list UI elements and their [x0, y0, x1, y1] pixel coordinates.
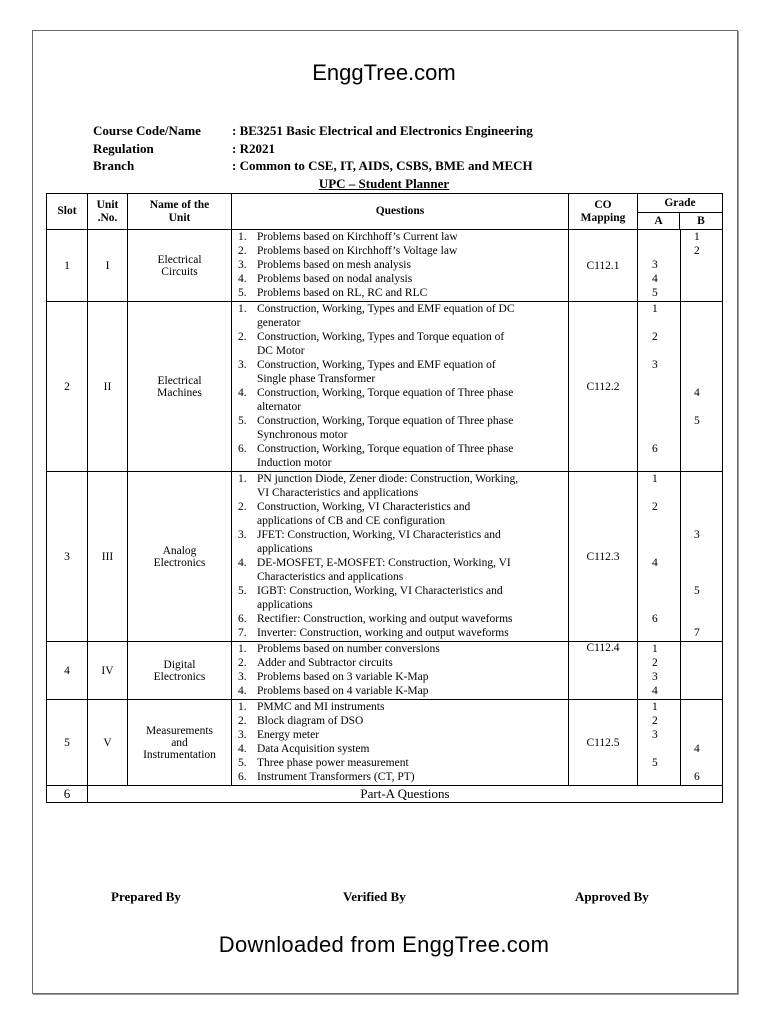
table-row	[47, 230, 723, 302]
grade-b-value	[638, 400, 700, 414]
unit-name-line: and	[171, 736, 188, 749]
list-item	[232, 316, 568, 330]
question-number: 3.	[238, 671, 247, 683]
grade-b-value	[638, 756, 700, 770]
grade-b-value	[638, 258, 700, 272]
question-number: 5.	[238, 415, 247, 427]
list-item	[232, 386, 568, 400]
unit-name-line: Electrical	[157, 374, 202, 387]
grade-b-value: 4	[694, 743, 700, 755]
grade-b-value: 7	[694, 627, 700, 639]
grade-b-value: 5	[694, 585, 700, 597]
header-grade-a: A	[638, 213, 680, 230]
list-item	[232, 302, 568, 316]
grade-b-value	[638, 612, 700, 626]
question-number	[232, 372, 257, 386]
question-text: Synchronous motor	[257, 429, 348, 441]
unit-name-cell	[128, 472, 232, 642]
question-number: 2.	[238, 715, 247, 727]
question-text: IGBT: Construction, Working, VI Characteristics and	[257, 585, 503, 597]
meta-label: Branch	[93, 158, 135, 173]
questions-cell	[232, 302, 569, 472]
question-number: 6.	[238, 443, 247, 455]
co-mapping-cell: C112.2	[569, 302, 638, 472]
grade-cell	[638, 700, 723, 786]
list-item	[232, 244, 568, 258]
unit-name-line: Circuits	[161, 265, 198, 278]
grade-a-value: 5	[652, 287, 658, 299]
grade-b-list	[638, 302, 700, 470]
questions-cell	[232, 230, 569, 302]
list-item	[232, 612, 568, 626]
grade-cell	[638, 642, 723, 700]
list-item	[232, 472, 568, 486]
grade-b-value	[638, 286, 700, 300]
slot-cell: 2	[47, 302, 88, 472]
question-number: 2.	[238, 331, 247, 343]
question-number	[232, 316, 257, 330]
table-row-part-a	[47, 786, 723, 803]
grade-a-value: 6	[652, 613, 658, 625]
meta-label: Course Code/Name	[93, 123, 201, 138]
list-item	[232, 286, 568, 300]
question-number	[232, 542, 257, 556]
question-text: Construction, Working, Torque equation of Three phase	[257, 443, 514, 455]
question-number: 4.	[238, 743, 247, 755]
planner-title	[0, 176, 768, 192]
list-item	[232, 258, 568, 272]
list-item	[232, 272, 568, 286]
header-unit	[88, 194, 128, 230]
question-number: 1.	[238, 303, 247, 315]
header-unit-line1: Unit	[96, 198, 119, 211]
question-number: 3.	[238, 359, 247, 371]
question-text: applications	[257, 543, 313, 555]
grade-b-value	[638, 642, 694, 656]
list-item	[232, 656, 568, 670]
list-item	[232, 642, 568, 656]
planner-title-text: UPC – Student Planner	[318, 176, 450, 191]
question-text: Construction, Working, VI Characteristics and	[257, 501, 471, 513]
list-item	[232, 756, 568, 770]
question-text: Inverter: Construction, working and output waveforms	[257, 627, 509, 639]
question-number: 3.	[238, 259, 247, 271]
slot-cell: 1	[47, 230, 88, 302]
grade-a-value: 2	[652, 331, 658, 343]
unit-cell: IV	[88, 642, 128, 700]
question-text: Problems based on nodal analysis	[257, 273, 413, 285]
question-text: DE-MOSFET, E-MOSFET: Construction, Working, VI	[257, 557, 511, 569]
grade-cell	[638, 302, 723, 472]
list-item	[232, 728, 568, 742]
question-text: alternator	[257, 401, 302, 413]
unit-cell: II	[88, 302, 128, 472]
question-text: Construction, Working, Torque equation of Three phase	[257, 415, 514, 427]
meta-label: Regulation	[93, 140, 154, 156]
grade-b-value	[638, 598, 700, 612]
question-text: Data Acquisition system	[257, 743, 370, 755]
question-number	[232, 570, 257, 584]
list-item	[232, 414, 568, 428]
question-text: Induction motor	[257, 457, 332, 469]
question-text: Construction, Working, Torque equation of Three phase	[257, 387, 514, 399]
download-footer: Downloaded from EnggTree.com	[218, 932, 550, 957]
question-text: Construction, Working, Types and EMF equation of	[257, 359, 496, 371]
list-item	[232, 770, 568, 784]
unit-name-line: Digital	[163, 658, 196, 671]
unit-name-line: Analog	[162, 544, 197, 557]
question-number: 2.	[238, 245, 247, 257]
question-text: Problems based on mesh analysis	[257, 259, 411, 271]
question-number: 4.	[238, 557, 247, 569]
header-name-line2: Unit	[168, 211, 191, 224]
question-text: Construction, Working, Types and Torque equation of	[257, 331, 505, 343]
question-text: PMMC and MI instruments	[257, 701, 385, 713]
grade-divider	[680, 230, 681, 301]
grade-a-value: 3	[652, 359, 658, 371]
grade-b-value	[638, 714, 700, 728]
questions-cell	[232, 642, 569, 700]
meta-value: : BE3251 Basic Electrical and Electronics Engineering	[232, 123, 533, 138]
co-mapping-cell: C112.5	[569, 700, 638, 786]
grade-divider	[680, 302, 681, 471]
table-row	[47, 472, 723, 642]
grade-b-value	[638, 514, 700, 528]
grade-a-value: 4	[652, 685, 658, 697]
grade-b-value	[638, 684, 694, 698]
grade-b-value	[638, 500, 700, 514]
grade-divider	[680, 472, 681, 641]
list-item	[232, 372, 568, 386]
slot-cell: 3	[47, 472, 88, 642]
list-item	[232, 358, 568, 372]
grade-a-value: 1	[652, 473, 658, 485]
list-item	[232, 742, 568, 756]
grade-b-value	[638, 486, 700, 500]
grade-b-value: 4	[694, 387, 700, 399]
question-number: 5.	[238, 757, 247, 769]
slot-cell: 4	[47, 642, 88, 700]
question-text: DC Motor	[257, 345, 305, 357]
grade-a-value: 1	[652, 701, 658, 713]
verified-by: Verified By	[343, 889, 406, 904]
grade-b-value	[638, 372, 700, 386]
question-text: VI Characteristics and applications	[257, 487, 419, 499]
grade-b-list	[638, 472, 700, 640]
meta-row	[93, 157, 533, 175]
grade-a-value: 4	[652, 557, 658, 569]
question-text: Instrument Transformers (CT, PT)	[257, 771, 415, 783]
grade-a-value: 2	[652, 715, 658, 727]
slot-cell: 6	[47, 786, 88, 803]
question-number: 5.	[238, 287, 247, 299]
co-mapping-cell: C112.1	[569, 230, 638, 302]
question-number	[232, 344, 257, 358]
list-item	[232, 700, 568, 714]
question-text: Construction, Working, Types and EMF equation of DC	[257, 303, 515, 315]
co-mapping-cell: C112.3	[569, 472, 638, 642]
grade-b-value	[638, 542, 700, 556]
unit-cell: V	[88, 700, 128, 786]
question-number: 4.	[238, 273, 247, 285]
grade-b-value	[638, 428, 700, 442]
grade-b-value	[638, 456, 700, 470]
question-number: 4.	[238, 685, 247, 697]
course-meta	[93, 122, 533, 175]
question-text: Three phase power measurement	[257, 757, 409, 769]
question-number: 7.	[238, 627, 247, 639]
grade-b-value	[638, 358, 700, 372]
table-row	[47, 302, 723, 472]
question-text: Problems based on Kirchhoff’s Current law	[257, 231, 458, 243]
question-text: Rectifier: Construction, working and output waveforms	[257, 613, 513, 625]
grade-a-value: 2	[652, 501, 658, 513]
unit-name-line: Instrumentation	[143, 748, 216, 761]
question-text: Problems based on Kirchhoff’s Voltage law	[257, 245, 458, 257]
part-a-label: Part-A Questions	[88, 786, 723, 803]
grade-cell	[638, 230, 723, 302]
unit-name-cell	[128, 642, 232, 700]
header-grade-b: B	[680, 213, 723, 230]
question-number: 1.	[238, 701, 247, 713]
header-name	[128, 194, 232, 230]
question-number: 1.	[238, 643, 247, 655]
list-item	[232, 670, 568, 684]
question-text: generator	[257, 317, 301, 329]
unit-cell: I	[88, 230, 128, 302]
question-text: Block diagram of DSO	[257, 715, 364, 727]
grade-a-value: 1	[652, 303, 658, 315]
list-item	[232, 230, 568, 244]
grade-a-value: 3	[652, 729, 658, 741]
unit-name-line: Electronics	[153, 670, 206, 683]
grade-b-list	[638, 700, 700, 784]
question-number: 2.	[238, 657, 247, 669]
grade-b-value: 1	[694, 231, 700, 243]
question-text: Problems based on RL, RC and RLC	[257, 287, 428, 299]
list-item	[232, 400, 568, 414]
list-item	[232, 330, 568, 344]
planner-table	[46, 193, 723, 803]
header-slot: Slot	[47, 194, 88, 230]
grade-b-value	[638, 570, 700, 584]
question-number	[232, 400, 257, 414]
unit-name-line: Electronics	[153, 556, 206, 569]
approved-by: Approved By	[575, 889, 649, 904]
grade-a-value: 3	[652, 671, 658, 683]
question-number: 1.	[238, 473, 247, 485]
question-number	[232, 514, 257, 528]
site-title: EnggTree.com	[312, 60, 456, 85]
grade-a-value: 1	[652, 643, 658, 655]
list-item	[232, 428, 568, 442]
question-number	[232, 456, 257, 470]
grade-b-value	[638, 728, 700, 742]
header-grade: Grade	[638, 194, 723, 213]
question-number: 3.	[238, 729, 247, 741]
meta-row	[93, 122, 533, 140]
question-text: JFET: Construction, Working, VI Characteristics and	[257, 529, 501, 541]
list-item	[232, 684, 568, 698]
grade-b-value	[638, 472, 700, 486]
question-text: Energy meter	[257, 729, 320, 741]
question-text: applications of CB and CE configuration	[257, 515, 446, 527]
list-item	[232, 542, 568, 556]
question-number: 3.	[238, 529, 247, 541]
grade-b-value	[638, 556, 700, 570]
list-item	[232, 486, 568, 500]
grade-b-list	[638, 230, 700, 300]
question-number	[232, 486, 257, 500]
questions-cell	[232, 700, 569, 786]
question-number	[232, 598, 257, 612]
unit-name-cell	[128, 700, 232, 786]
header-unit-line2: .No.	[97, 211, 118, 224]
list-item	[232, 514, 568, 528]
prepared-by: Prepared By	[111, 889, 181, 904]
table-row	[47, 642, 723, 700]
list-item	[232, 584, 568, 598]
question-number: 6.	[238, 613, 247, 625]
grade-b-list	[638, 642, 694, 698]
question-number: 4.	[238, 387, 247, 399]
grade-b-value	[638, 316, 700, 330]
grade-divider	[680, 700, 681, 785]
grade-b-value: 2	[694, 245, 700, 257]
list-item	[232, 344, 568, 358]
meta-value: : Common to CSE, IT, AIDS, CSBS, BME and MECH	[232, 158, 533, 173]
table-row	[47, 700, 723, 786]
grade-b-value: 5	[694, 415, 700, 427]
unit-cell: III	[88, 472, 128, 642]
grade-b-value	[638, 442, 700, 456]
list-item	[232, 500, 568, 514]
grade-b-value	[638, 272, 700, 286]
question-text: Problems based on 4 variable K-Map	[257, 685, 429, 697]
unit-name-line: Machines	[157, 386, 202, 399]
list-item	[232, 556, 568, 570]
question-text: Problems based on number conversions	[257, 643, 440, 655]
list-item	[232, 714, 568, 728]
header-co-line2: Mapping	[580, 211, 626, 224]
grade-a-value: 2	[652, 657, 658, 669]
grade-a-value: 6	[652, 443, 658, 455]
unit-name-line: Electrical	[157, 253, 202, 266]
question-number: 1.	[238, 231, 247, 243]
question-number: 6.	[238, 771, 247, 783]
header-name-line1: Name of the	[149, 198, 210, 211]
header-co	[569, 194, 638, 230]
grade-a-value: 5	[652, 757, 658, 769]
grade-b-value	[638, 302, 700, 316]
co-mapping-cell: C112.4	[569, 642, 638, 700]
unit-name-cell	[128, 302, 232, 472]
grade-a-value: 4	[652, 273, 658, 285]
grade-a-value: 3	[652, 259, 658, 271]
list-item	[232, 456, 568, 470]
header-questions: Questions	[232, 194, 569, 230]
question-number	[232, 428, 257, 442]
list-item	[232, 598, 568, 612]
list-item	[232, 570, 568, 584]
grade-b-value	[638, 344, 700, 358]
unit-name-line: Measurements	[145, 724, 214, 737]
question-text: PN junction Diode, Zener diode: Construction, Working,	[257, 473, 519, 485]
unit-name-cell	[128, 230, 232, 302]
list-item	[232, 528, 568, 542]
grade-b-value	[638, 670, 694, 684]
slot-cell: 5	[47, 700, 88, 786]
list-item	[232, 626, 568, 640]
meta-value: : R2021	[232, 140, 275, 156]
question-text: Adder and Subtractor circuits	[257, 657, 393, 669]
grade-b-value: 6	[694, 771, 700, 783]
question-text: applications	[257, 599, 313, 611]
grade-b-value	[638, 330, 700, 344]
question-text: Problems based on 3 variable K-Map	[257, 671, 429, 683]
grade-b-value	[638, 700, 700, 714]
question-text: Characteristics and applications	[257, 571, 404, 583]
question-number: 2.	[238, 501, 247, 513]
question-text: Single phase Transformer	[257, 373, 376, 385]
grade-divider	[680, 642, 681, 699]
header-co-line1: CO	[594, 198, 612, 211]
meta-row	[93, 140, 533, 158]
questions-cell	[232, 472, 569, 642]
list-item	[232, 442, 568, 456]
grade-b-value	[638, 656, 694, 670]
grade-b-value: 3	[694, 529, 700, 541]
grade-cell	[638, 472, 723, 642]
question-number: 5.	[238, 585, 247, 597]
